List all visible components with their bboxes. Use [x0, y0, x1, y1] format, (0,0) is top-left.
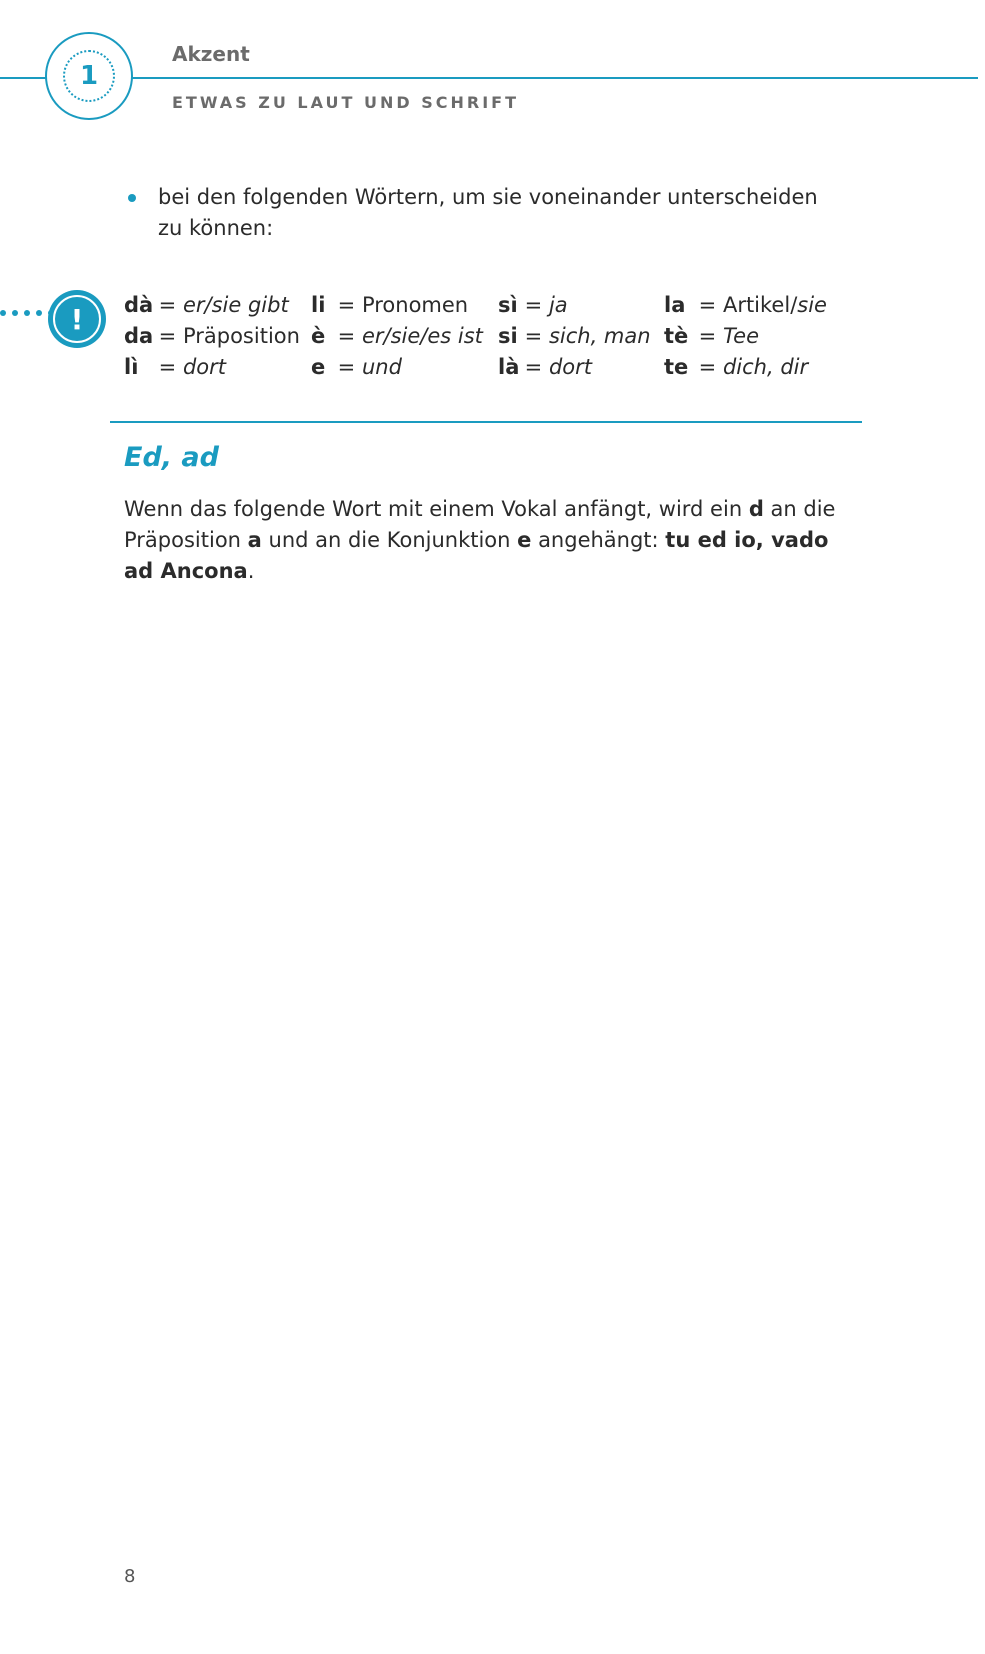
page-number: 8 — [124, 1566, 136, 1587]
word: da — [124, 324, 154, 348]
word: lì — [124, 355, 139, 379]
text-run: und an die Konjunktion — [261, 528, 518, 552]
text-run: . — [247, 559, 255, 583]
bold-run: a — [247, 528, 262, 552]
word-entry: lì = dort — [124, 352, 300, 383]
word-column-1 — [124, 290, 300, 383]
word: dà — [124, 293, 154, 317]
text-run: Wenn das folgende Wort mit einem Vokal anfängt, wird ein — [124, 497, 749, 521]
exclamation-icon: ! — [48, 290, 106, 348]
word-entry: e = und — [311, 352, 483, 383]
word: si — [498, 324, 518, 348]
bullet-item — [124, 182, 844, 244]
meaning: er/sie gibt — [182, 293, 289, 317]
bold-run: d — [748, 497, 764, 521]
dotted-leader — [0, 310, 54, 318]
meaning-part: Artikel/ — [722, 293, 798, 317]
section-divider — [110, 421, 862, 423]
meaning: dort — [548, 355, 592, 379]
word: e — [311, 355, 326, 379]
meaning: ja — [548, 293, 568, 317]
word-entry: li = Pronomen — [311, 290, 483, 321]
word-entry: là = dort — [498, 352, 651, 383]
meaning: sich, man — [548, 324, 651, 348]
word-column-2 — [311, 290, 483, 383]
meaning: er/sie/es ist — [361, 324, 483, 348]
word: li — [311, 293, 326, 317]
accent-word-table — [124, 290, 864, 390]
subsection-paragraph — [124, 494, 844, 587]
word: la — [664, 293, 686, 317]
bold-run: e — [517, 528, 532, 552]
word: sì — [498, 293, 518, 317]
bullet-text: bei den folgenden Wörtern, um sie voneinander unterscheiden zu können: — [158, 185, 818, 240]
word-entry: dà = er/sie gibt — [124, 290, 300, 321]
word-entry: tè = Tee — [664, 321, 827, 352]
bullet-dot-icon — [128, 194, 136, 202]
meaning: dich, dir — [722, 355, 809, 379]
meaning: und — [361, 355, 402, 379]
word-entry: è = er/sie/es ist — [311, 321, 483, 352]
word-entry: la = Artikel/sie — [664, 290, 827, 321]
text-run: angehängt: — [531, 528, 666, 552]
word-column-3 — [498, 290, 651, 383]
word-entry: si = sich, man — [498, 321, 651, 352]
section-title: Akzent — [172, 42, 250, 66]
word: là — [498, 355, 520, 379]
header-rule — [0, 77, 978, 79]
meaning: Pronomen — [361, 293, 469, 317]
word-column-4 — [664, 290, 827, 383]
meaning: dort — [182, 355, 226, 379]
word: tè — [664, 324, 689, 348]
chapter-title: ETWAS ZU LAUT UND SCHRIFT — [172, 93, 519, 112]
word-entry: da = Präposition — [124, 321, 300, 352]
meaning: Präposition — [182, 324, 300, 348]
bold-run: tu ed io, vado ad Ancona — [124, 528, 829, 583]
chapter-badge — [45, 32, 133, 120]
subsection-heading: Ed, ad — [124, 442, 219, 473]
text-run: an die Präposition — [124, 497, 836, 552]
chapter-number: 1 — [63, 50, 115, 102]
word-entry: te = dich, dir — [664, 352, 827, 383]
word: te — [664, 355, 689, 379]
word: è — [311, 324, 326, 348]
meaning: Tee — [722, 324, 760, 348]
word-entry: sì = ja — [498, 290, 651, 321]
meaning-part: sie — [797, 293, 827, 317]
